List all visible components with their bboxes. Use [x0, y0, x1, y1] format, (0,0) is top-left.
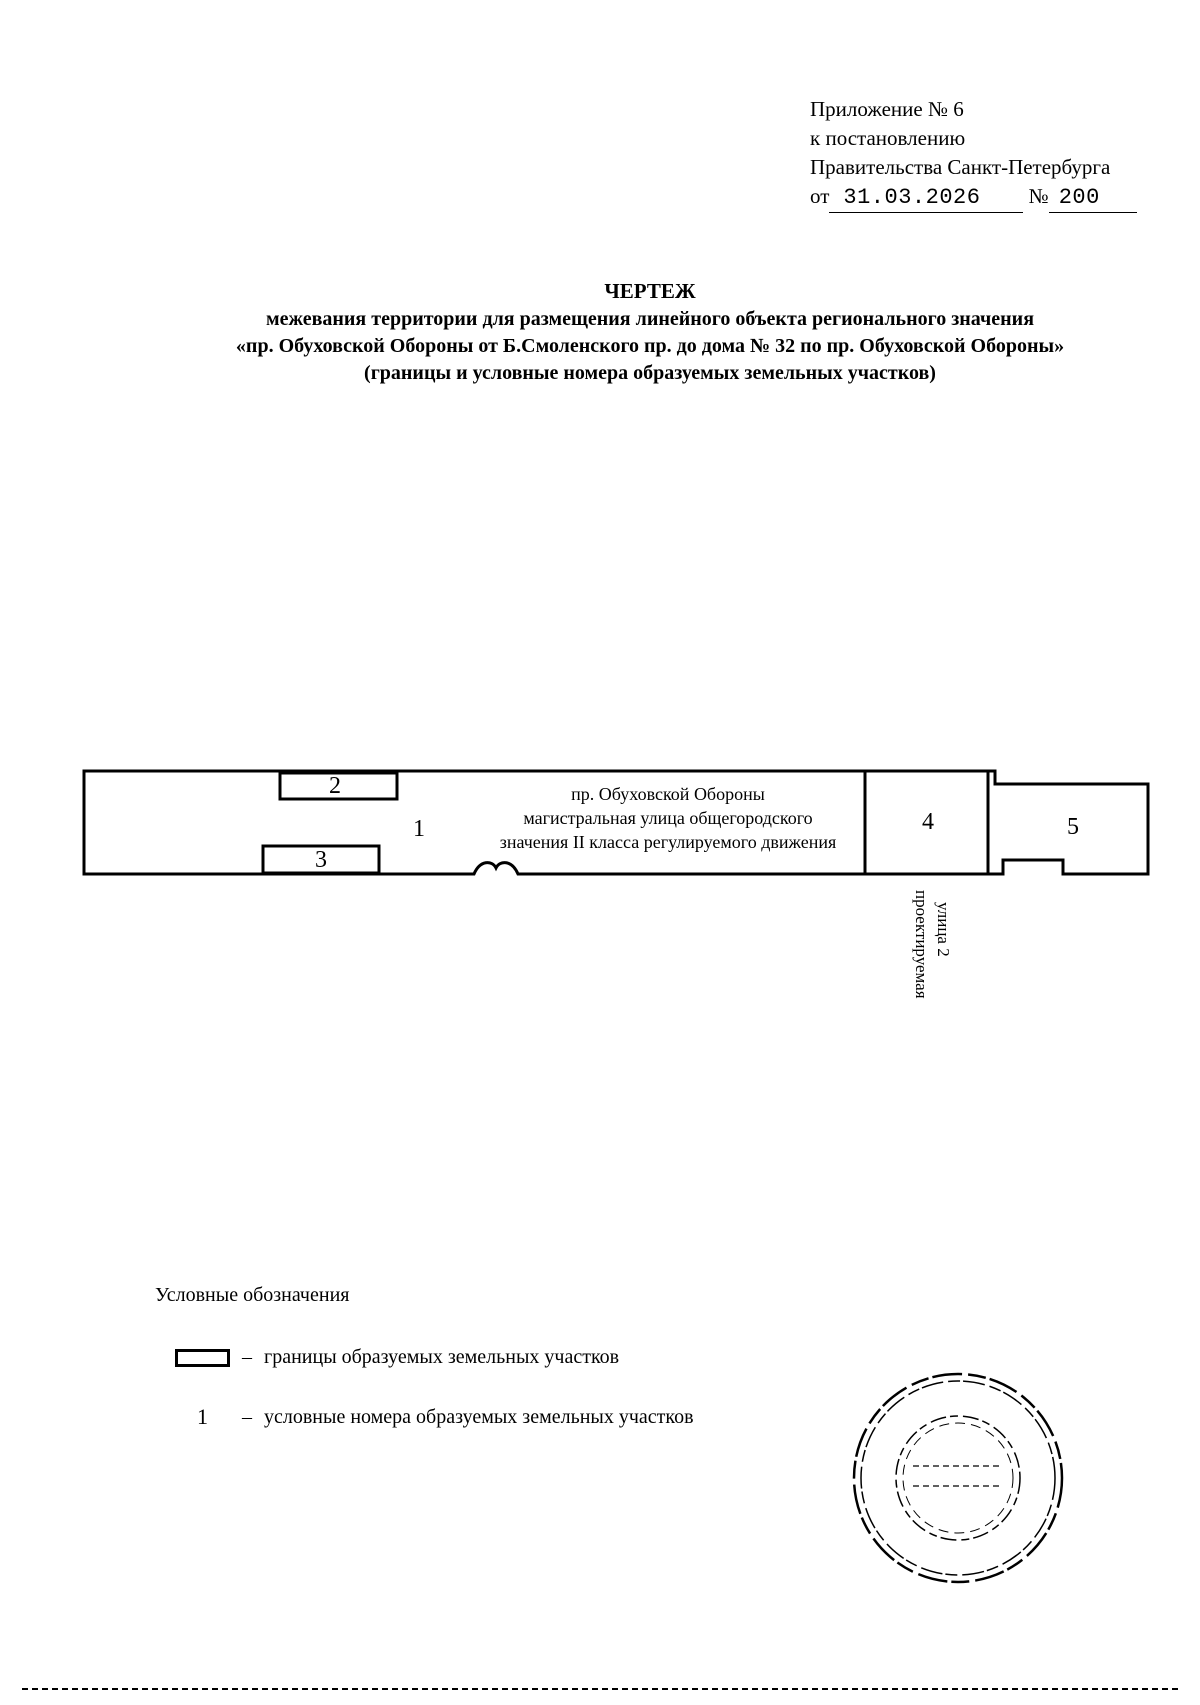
- title-line-1: межевания территории для размещения линейного объекта регионального значения: [265, 308, 1035, 330]
- parcel-3-number: 3: [315, 847, 327, 873]
- side-street-label: [912, 890, 953, 999]
- parcel-2-number: 2: [329, 773, 341, 799]
- legend-dash: –: [242, 1405, 252, 1428]
- legend-boundary-label: границы образуемых земельных участков: [264, 1346, 620, 1368]
- resolution-line: к постановлению: [810, 126, 966, 150]
- legend-number-sample: 1: [197, 1404, 208, 1429]
- government-line: Правительства Санкт-Петербурга: [810, 155, 1111, 179]
- legend-dash: –: [242, 1346, 252, 1368]
- legend-number-row: [175, 1404, 694, 1430]
- legend-boundary-swatch: [175, 1349, 230, 1367]
- date-value: 31.03.2026: [829, 183, 1023, 213]
- title-line-3: (границы и условные номера образуемых земельных участков): [364, 362, 936, 384]
- street-label-line-3: значения II класса регулируемого движения: [499, 832, 837, 852]
- date-prefix: от: [810, 184, 830, 208]
- legend-boundary-row: [175, 1346, 619, 1369]
- parcel-4-number: 4: [922, 809, 934, 835]
- number-value: 200: [1049, 183, 1137, 213]
- title-main: ЧЕРТЕЖ: [604, 279, 696, 303]
- legend-number-label: условные номера образуемых земельных участков: [264, 1405, 694, 1428]
- appendix-line: Приложение № 6: [810, 97, 964, 121]
- bottom-rule: [22, 1688, 1178, 1690]
- parcel-5-number: 5: [1067, 814, 1079, 840]
- official-seal: [792, 1374, 1124, 1582]
- street-label-line-1: пр. Обуховской Обороны: [571, 784, 765, 804]
- street-label-line-2: магистральная улица общегородского: [523, 808, 813, 828]
- title-line-2: «пр. Обуховской Обороны от Б.Смоленского пр. до дома № 32 по пр. Обуховской Обороны»: [235, 335, 1065, 357]
- parcel-1-number: 1: [413, 816, 425, 842]
- legend-title: Условные обозначения: [155, 1284, 350, 1306]
- side-street-line-1: проектируемая: [912, 890, 931, 999]
- side-street-line-2: улица 2: [934, 902, 953, 957]
- number-prefix: №: [1028, 184, 1049, 208]
